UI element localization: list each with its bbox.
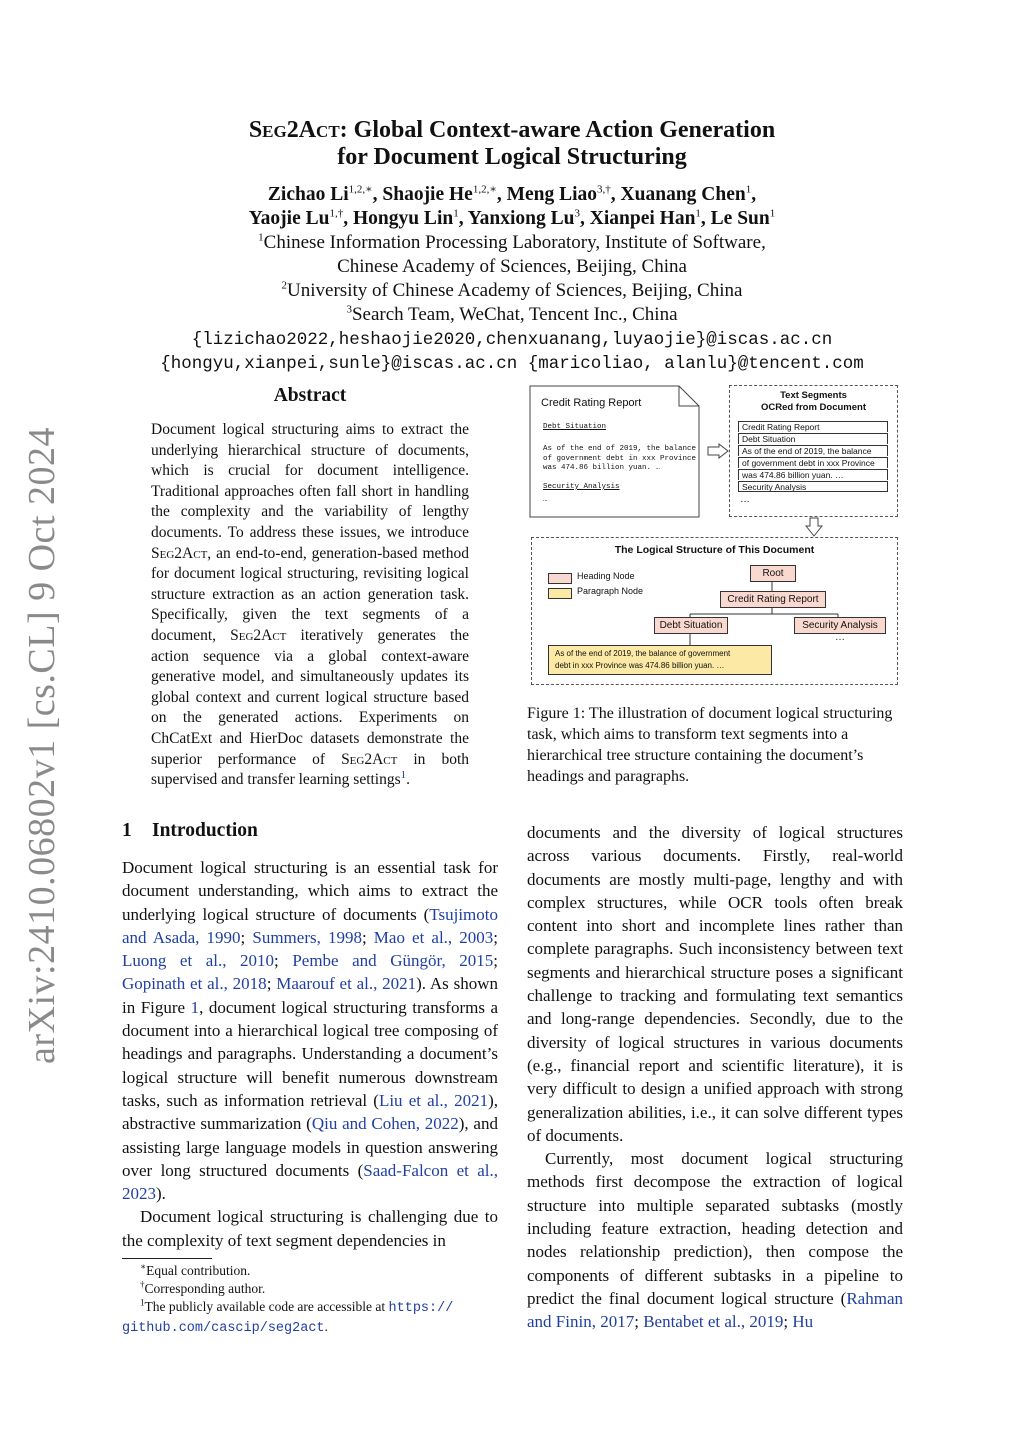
abstract-body: Document logical structuring aims to extract the underlying hierarchical structure of documents, which is crucial for document intelligence. Traditional approaches often fall short in handling the complexity and the variability of lengthy documents. To address these issues, we introduce Seg2Act, an end-to-end, generation-based method for document logical structuring, revisiting logical structure extraction as an action generation task. Specifically, given the text segments of a document, Seg2Act iteratively generates the action sequence via a global context-aware generative model, and simultaneously updates its global context and current logical structure based on the generated actions. Experiments on ChCatExt and HierDoc datasets demonstrate the superior performance of Seg2Act in both supervised and transfer learning settings$^1$. (151, 421, 469, 789)
tree-node-paragraph: As of the end of 2019, the balance of government debt in xxx Province was 474.86 billion yuan. … (548, 645, 772, 675)
author: Zichao Li (267, 184, 349, 205)
citation-link[interactable]: Tsujimoto and Asada, 1990 (122, 904, 498, 947)
author: Le Sun (710, 208, 770, 229)
author: Hongyu Lin (352, 208, 454, 229)
doc-ellipsis: … (543, 496, 548, 504)
tree-node-debt-situation: Debt Situation (654, 617, 728, 634)
method-name: Seg2Act (151, 544, 208, 562)
text-segments-box (729, 385, 898, 517)
author: Xuanang Chen (620, 184, 746, 205)
paragraph: Document logical structuring is challenging due to the complexity of text segment dependencies in (122, 1207, 498, 1250)
method-name: Seg2Act (248, 117, 340, 143)
citation-link[interactable]: Saad-Falcon et al., 2023 (122, 1160, 499, 1204)
citation-link[interactable]: Bentabet et al., 2019 (643, 1312, 784, 1332)
text-segment: As of the end of 2019, the balance (738, 445, 888, 456)
method-name: Seg2Act (341, 750, 398, 768)
citation-link[interactable]: Maarouf et al., 2021 (276, 974, 417, 994)
footnote-continuation: github.com/cascip/seg2act. (122, 1319, 328, 1336)
author: Meng Liao (506, 184, 598, 205)
tree-node-root: Root (750, 565, 796, 582)
footnote-link[interactable]: 1 (400, 768, 407, 781)
citation-link[interactable]: Rahman and Finin, 2017 (527, 1288, 903, 1332)
arrow-down-icon (805, 517, 823, 537)
author: Yaojie Lu (248, 208, 330, 229)
email-line: {hongyu,xianpei,sunle}@iscas.ac.cn {maricoliao, alanlu}@tencent.com (160, 354, 864, 374)
text-segment: Credit Rating Report (738, 421, 888, 432)
citation-link[interactable]: Liu et al., 2021 (378, 1090, 489, 1110)
figure-link[interactable]: 1 (190, 997, 200, 1017)
segments-title: Text Segments OCRed from Document (760, 390, 867, 413)
paper-title-line1: Seg2Act: Global Context-aware Action Generation (248, 117, 776, 143)
legend-paragraph-label: Paragraph Node (577, 586, 644, 596)
authors-line2: Yaojie $Lu^{1,\dagger}$, Hongyu Lin$^1$, Yanxiong Lu$^3$, Xianpei Han$^1$, Le Sun$^1$ (248, 207, 776, 229)
left-column (122, 856, 498, 1252)
text-segment: was 474.86 billion yuan. … (738, 469, 888, 480)
affiliation: Chinese Academy of Sciences, Beijing, China (337, 256, 687, 277)
text-segment: Security Analysis (738, 481, 888, 492)
citation-link[interactable]: Pembe and Güngör, 2015 (292, 951, 494, 971)
tree-title: The Logical Structure of This Document (614, 544, 815, 556)
citation-link[interactable]: Qiu and Cohen, 2022 (311, 1114, 459, 1134)
footnote-rule (122, 1258, 212, 1259)
right-column (527, 821, 903, 1334)
affiliation: $^2$University of Chinese Academy of Sciences, Beijing, China (281, 279, 743, 301)
arrow-right-icon (707, 443, 729, 459)
footnotes (122, 1262, 502, 1338)
tree-node-security-analysis: Security Analysis (794, 617, 886, 634)
paper-title-line2: for Document Logical Structuring (337, 144, 687, 170)
doc-heading: Security Analysis (543, 483, 620, 491)
tree-ellipsis: … (835, 632, 845, 643)
section-heading: 1 Introduction (122, 820, 258, 841)
author: Yanxiong Lu (467, 208, 575, 229)
segments-ellipsis: … (740, 494, 750, 505)
author: Xianpei Han (589, 208, 696, 229)
citation-link[interactable]: Summers, 1998 (252, 927, 362, 947)
code-url-link[interactable]: https:// (388, 1301, 454, 1316)
figure-caption: Figure 1: The illustration of document logical structuring task, which aims to transform text segments into a hierarchical tree structure containing the document’s headings and paragraphs. (527, 705, 893, 785)
tree-node-credit-rating-report: Credit Rating Report (720, 591, 826, 608)
citation-link[interactable]: Luong et al., 2010 (122, 951, 275, 971)
legend-heading-label: Heading Node (577, 571, 635, 581)
abstract-heading: Abstract (273, 385, 347, 406)
text-segment: Debt Situation (738, 433, 888, 444)
email-line: {lizichao2022,heshaojie2020,chenxuanang,luyaojie}@iscas.ac.cn (191, 330, 833, 350)
figure-1 (527, 383, 902, 693)
doc-title: Credit Rating Report (541, 397, 642, 409)
logical-structure-box (531, 537, 898, 685)
doc-heading: Debt Situation (543, 423, 607, 431)
paragraph: documents and the diversity of logical structures across various documents. Firstly, real-world documents are mostly multi-page, lengthy and with complex structures, while OCR tools often break content into short and incomplete lines rather than complete paragraphs. Such inconsistency between text segments and hierarchical structure poses a significant challenge to tracking and formulating text semantics and long-range dependencies. Secondly, due to the diversity of logical structures in various documents (e.g., financial report and scientific literature), it is very difficult to design a unified approach with strong generalization abilities, i.e., it can solve different types of documents. (527, 823, 903, 1145)
author: Shaojie He (382, 184, 473, 205)
citation-link[interactable]: Mao et al., 2003 (373, 927, 494, 947)
footnote: †Corresponding author. (140, 1279, 266, 1296)
affiliation: $^1$Chinese Information Processing Laboratory, Institute of Software, (258, 231, 766, 253)
paragraph: Currently, most document logical structuring methods first decompose the extraction of logical structure into multiple separated subtasks (mostly including feature extraction, heading detection and nodes relationship prediction), then compose the components of different subtasks in a pipeline to predict the final document logical structure (Rahman and Finin, 2017; Bentabet et al., 2019; Hu (527, 1149, 903, 1332)
footnote: $^1$The publicly available code are accessible at https:// (140, 1297, 454, 1316)
citation-link[interactable]: Gopinath et al., 2018 (122, 974, 267, 994)
affiliation: $^3$Search Team, WeChat, Tencent Inc., China (346, 303, 678, 325)
paragraph: Document logical structuring is an essential task for document understanding, which aims to extract the underlying logical structure of documents (Tsujimoto and Asada, 1990; Summers, 1998; Mao et al., 2003; Luong et al., 2010; Pembe and Güngör, 2015; Gopinath et al., 2018; Maarouf et al., 2021). As shown in Figure 1, document logical structuring transforms a document into a hierarchical logical tree composing of headings and paragraphs. Understanding a document’s logical structure will benefit numerous downstream tasks, such as information retrieval (Liu et al., 2021), abstractive summarization (Qiu and Cohen, 2022), and assisting large language models in question answering over long structured documents (Saad-Falcon et al., 2023). (122, 858, 499, 1204)
footnote: ∗Equal contribution. (140, 1261, 251, 1278)
text-segment: of government debt in xxx Province (738, 457, 888, 468)
method-name: Seg2Act (230, 626, 287, 644)
authors-line1: Zichao $Li^{1,2,∗}$, Shaojie $He^{1,2,∗}$, Meng Liao$^{3,\dagger}$, Xuanang Chen$^1$, (267, 183, 757, 205)
citation-link[interactable]: Hu (792, 1312, 814, 1332)
code-url-link[interactable]: github.com/cascip/seg2act (122, 1321, 325, 1336)
arxiv-stamp: arXiv:2410.06802v1 [cs.CL] 9 Oct 2024 (21, 427, 63, 1064)
doc-text: As of the end of 2019, the balance of government debt in xxx Province was 474.86 billion yuan. … (543, 445, 697, 472)
